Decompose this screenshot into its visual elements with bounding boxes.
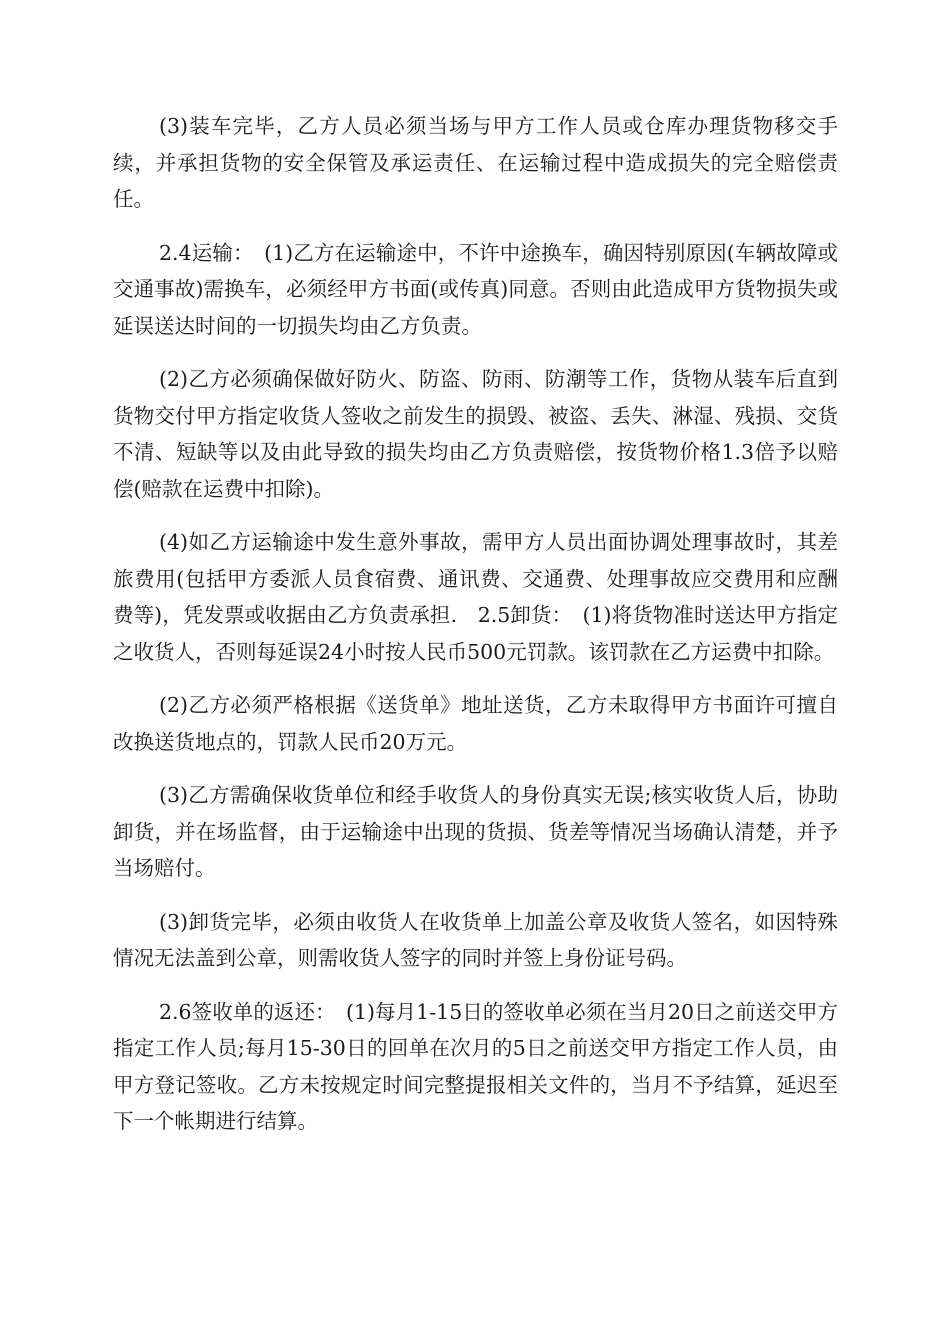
paragraph-unloading-signature: (3)卸货完毕，必须由收货人在收货单上加盖公章及收货人签名，如因特殊情况无法盖到公章，则需收货人签字的同时并签上身份证号码。 (113, 909, 838, 970)
paragraph-receiver-verification: (3)乙方需确保收货单位和经手收货人的身份真实无误;核实收货人后，协助卸货，并在场监督，由于运输途中出现的货损、货差等情况当场确认清楚，并予当场赔付。 (113, 783, 838, 880)
paragraph-receipt-return: 2.6签收单的返还： (1)每月1-15日的签收单必须在当月20日之前送交甲方指定工作人员;每月15-30日的回单在次月的5日之前送交甲方指定工作人员，由甲方登记签收。乙方未按规定时间完整提报相关文件的，当月不予结算，延迟至下一个帐期进行结算。 (113, 999, 838, 1133)
paragraph-safety-responsibility: (2)乙方必须确保做好防火、防盗、防雨、防潮等工作，货物从装车后直到货物交付甲方指定收货人签收之前发生的损毁、被盗、丢失、淋湿、残损、交货不清、短缺等以及由此导致的损失均由乙方负责赔偿，按货物价格1.3倍予以赔偿(赔款在运费中扣除)。 (113, 367, 838, 501)
paragraph-accident-expenses: (4)如乙方运输途中发生意外事故，需甲方人员出面协调处理事故时，其差旅费用(包括甲方委派人员食宿费、通讯费、交通费、处理事故应交费用和应酬费等)，凭发票或收据由乙方负责承担. 2.5卸货： (1)将货物准时送达甲方指定之收货人，否则每延误24小时按人民币500元罚款。该罚款在乙方运费中扣除。 (113, 530, 838, 664)
paragraph-delivery-address: (2)乙方必须严格根据《送货单》地址送货，乙方未取得甲方书面许可擅自改换送货地点的，罚款人民币20万元。 (113, 693, 838, 754)
paragraph-transport: 2.4运输： (1)乙方在运输途中，不许中途换车，确因特别原因(车辆故障或交通事故)需换车，必须经甲方书面(或传真)同意。否则由此造成甲方货物损失或延误送达时间的一切损失均由乙方负责。 (113, 240, 838, 338)
document-body (113, 108, 838, 1157)
paragraph-loading-complete: (3)装车完毕，乙方人员必须当场与甲方工作人员或仓库办理货物移交手续，并承担货物的安全保管及承运责任、在运输过程中造成损失的完全赔偿责任。 (113, 114, 838, 211)
